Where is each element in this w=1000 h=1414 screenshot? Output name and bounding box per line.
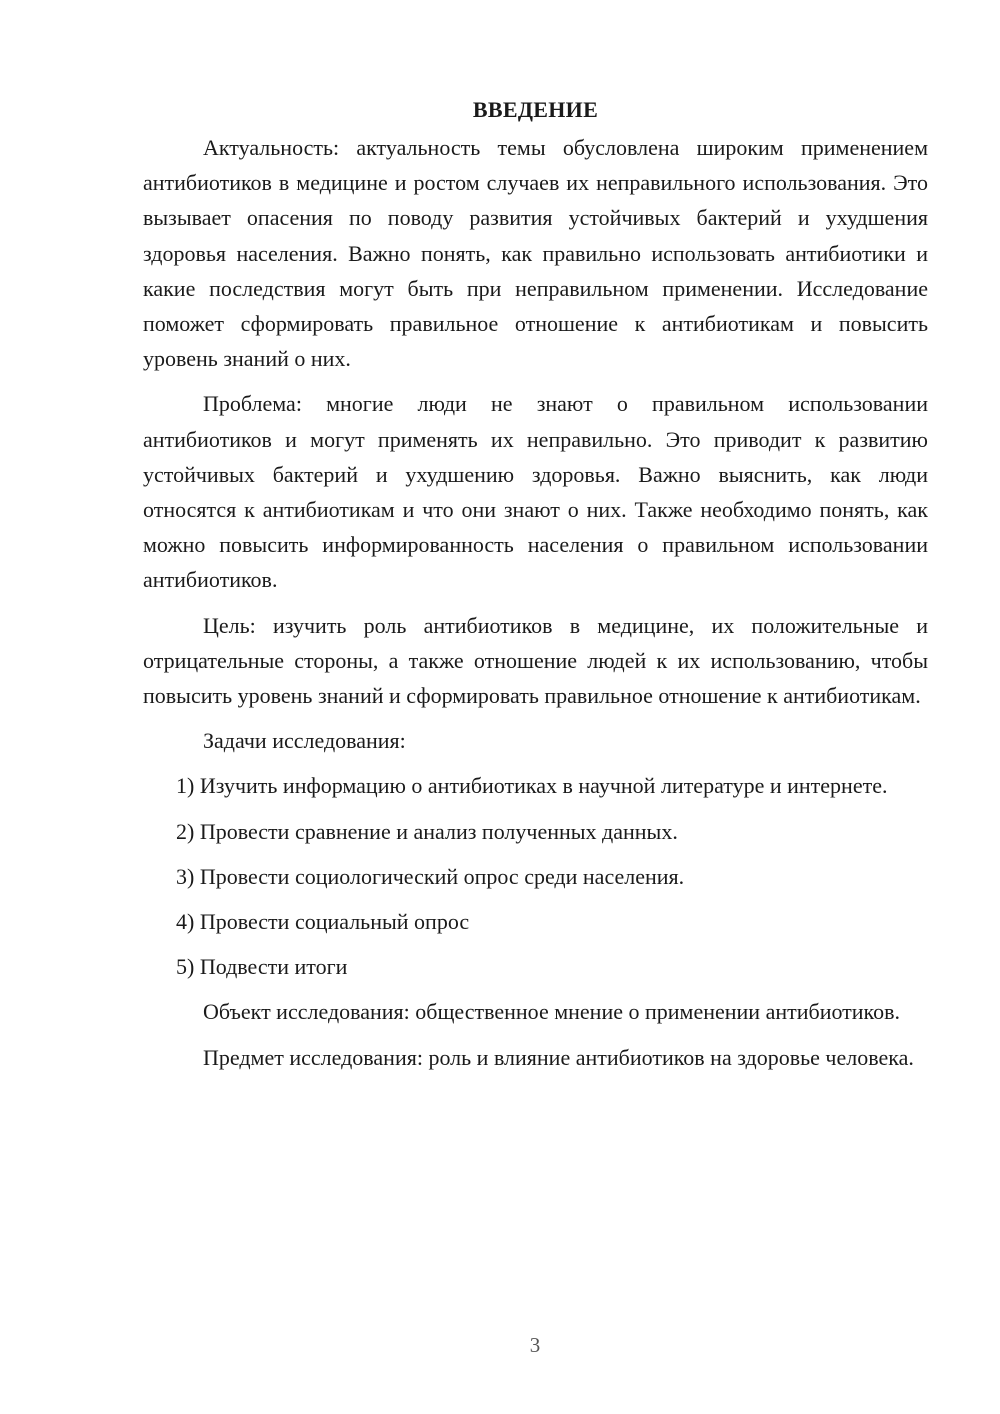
paragraph-relevance: Актуальность: актуальность темы обусловлена широким применением антибиотиков в медицине и ростом случаев их неправильного использования. Это вызывает опасения по поводу развития устойчивых бактерий и ухудшения здоровья населения. Важно понять, как правильно использовать антибиотики и какие последствия могут быть при неправильном применении. Исследование поможет сформировать правильное отношение к антибиотикам и повысить уровень знаний о них. [143,135,928,372]
task-item-2: 2) Провести сравнение и анализ полученных данных. [176,818,678,844]
task-item-4: 4) Провести социальный опрос [176,909,470,935]
paragraph-goal: Цель: изучить роль антибиотиков в медицине, их положительные и отрицательные стороны, а также отношение людей к их использованию, чтобы повысить уровень знаний и сформировать правильное отношение к антибиотикам. [143,612,928,709]
document-page [143,92,928,1085]
section-title: ВВЕДЕНИЕ [472,97,599,122]
task-item-1: 1) Изучить информацию о антибиотиках в научной литературе и интернете. [176,773,888,799]
paragraph-tasks-heading: Задачи исследования: [203,728,406,754]
paragraph-problem: Проблема: многие люди не знают о правильном использовании антибиотиков и могут применять их неправильно. Это приводит к развитию устойчивых бактерий и ухудшению здоровья. Важно выяснить, как люди относятся к антибиотикам и что они знают о них. Также необходимо понять, как можно повысить информированность населения о правильном использовании антибиотиков. [143,391,928,593]
task-item-3: 3) Провести социологический опрос среди населения. [176,863,685,889]
task-item-5: 5) Подвести итоги [176,954,348,980]
paragraph-object: Объект исследования: общественное мнение о применении антибиотиков. [203,999,901,1025]
paragraph-subject: Предмет исследования: роль и влияние антибиотиков на здоровье человека. [203,1044,914,1070]
page-number: 3 [529,1333,541,1357]
